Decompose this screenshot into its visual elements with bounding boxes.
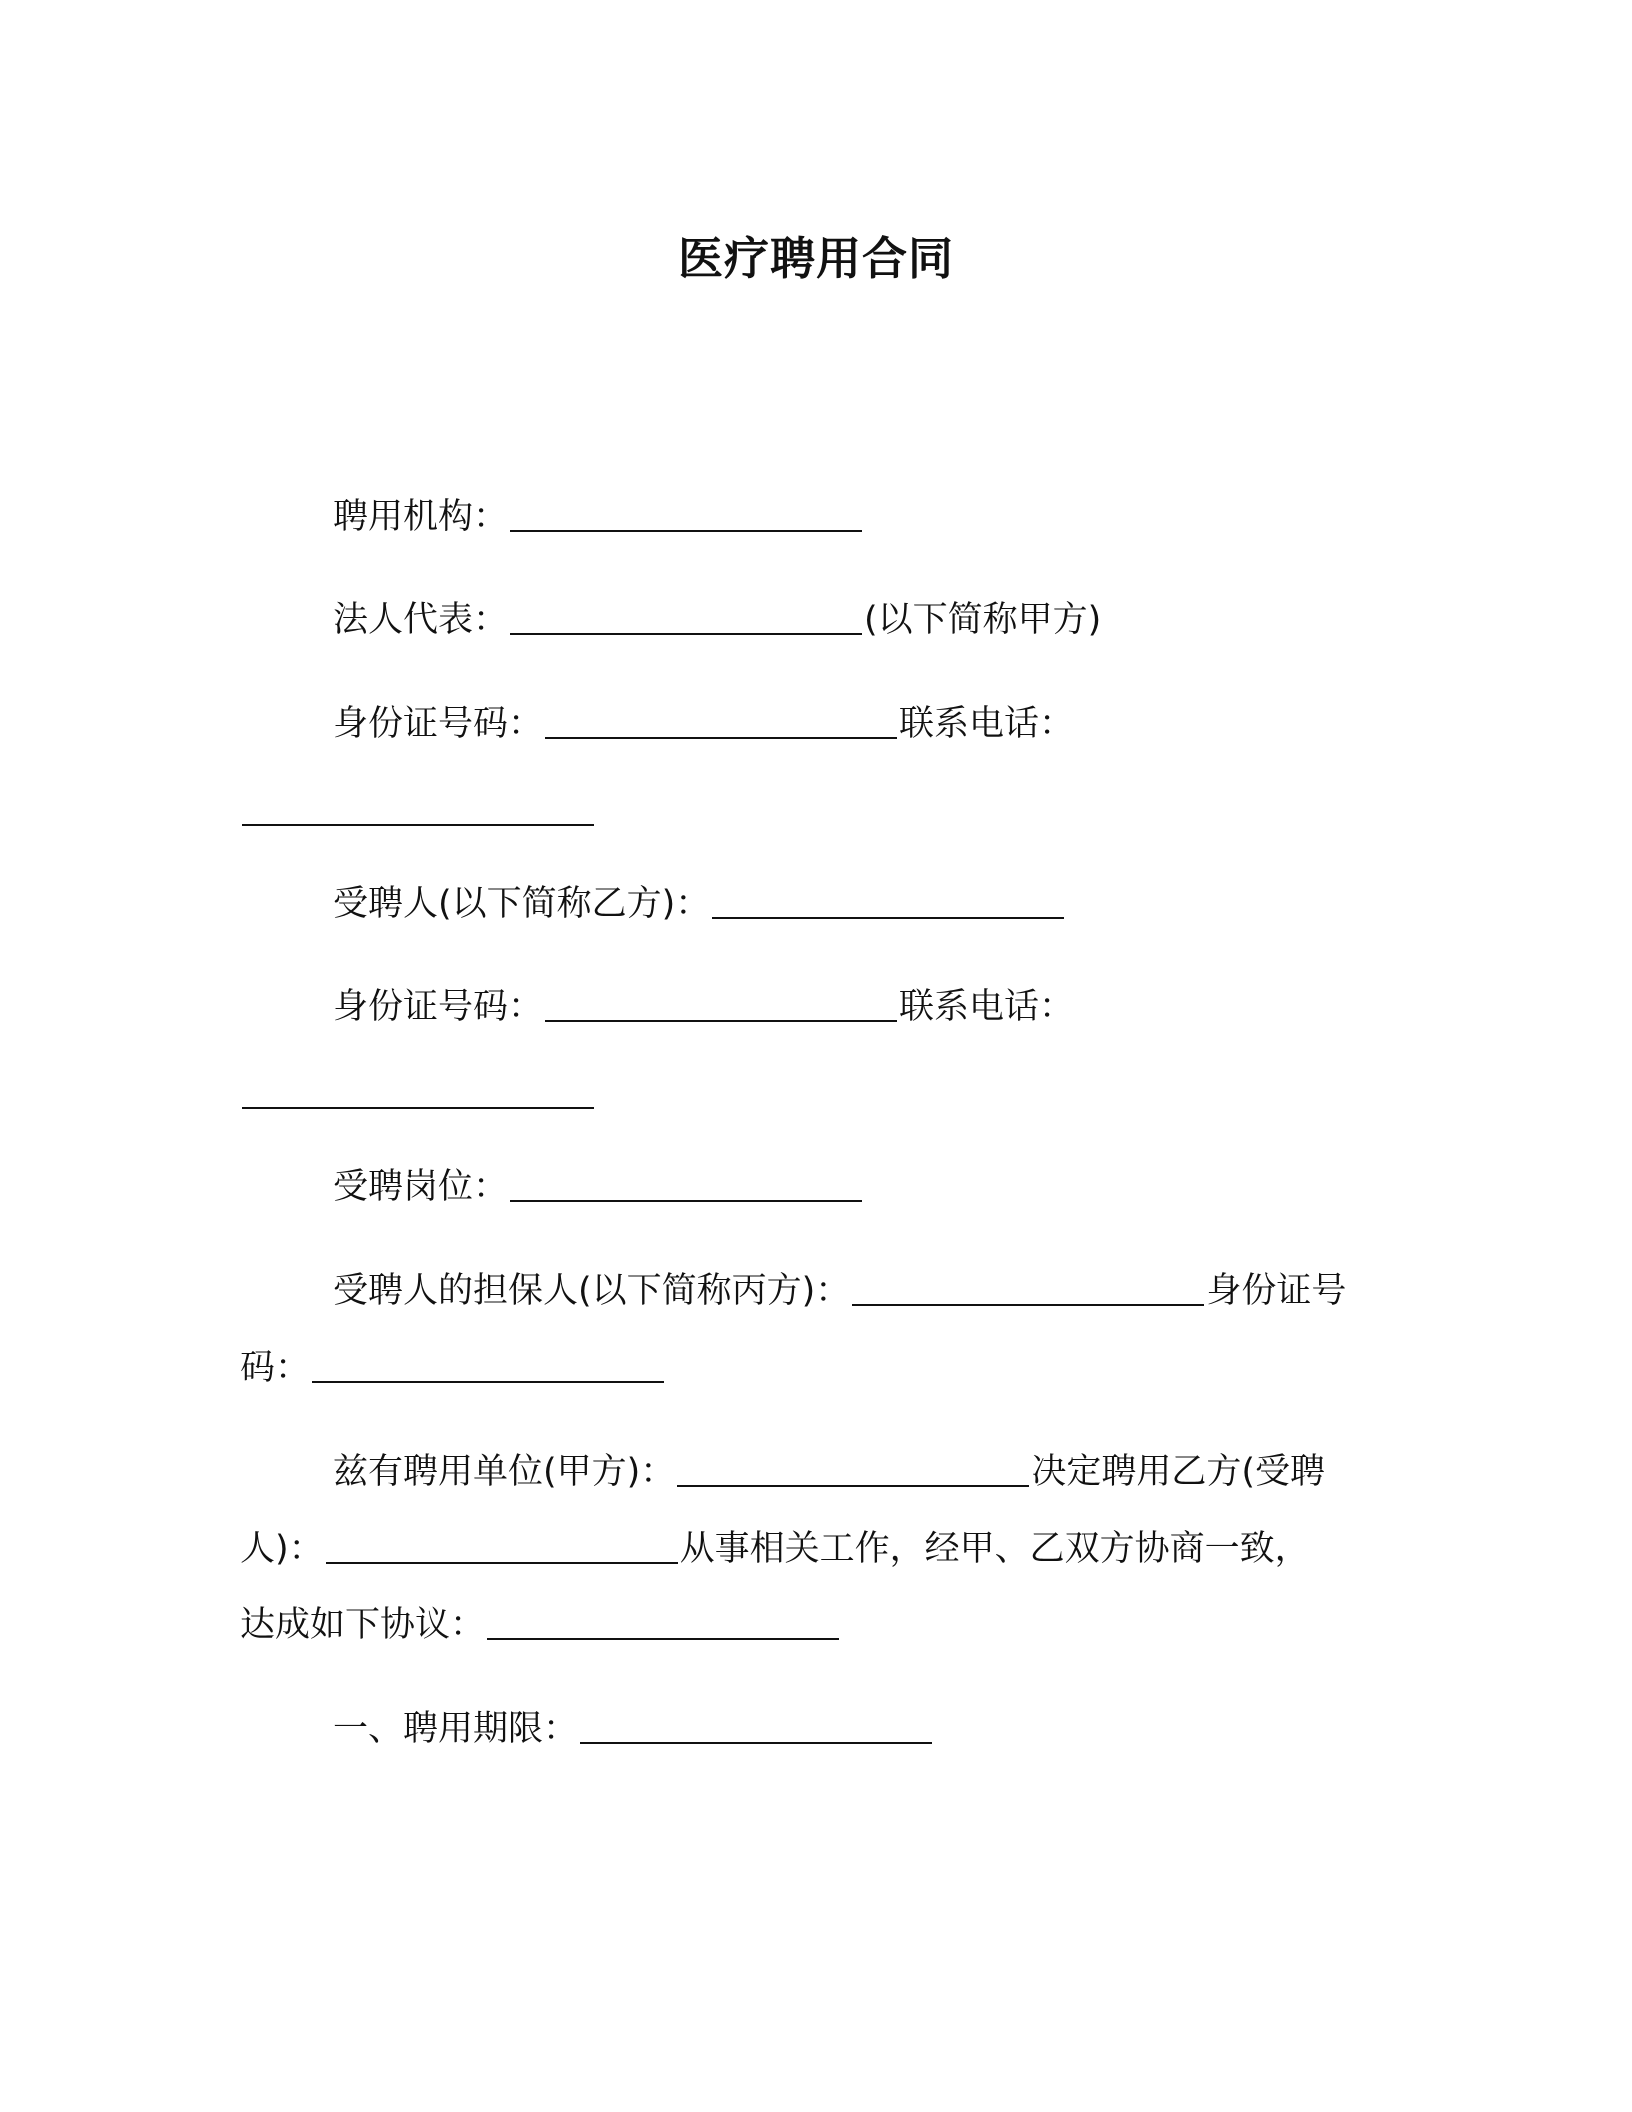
- legal-rep-line: [333, 599, 1101, 641]
- party-a-id-blank[interactable]: [545, 704, 897, 739]
- guarantor-id-line: [240, 1347, 666, 1389]
- employer-line: [333, 496, 864, 538]
- party-a-phone-blank[interactable]: [242, 791, 594, 826]
- party-b-id-blank[interactable]: [545, 987, 897, 1022]
- guarantor-line: [333, 1270, 1346, 1312]
- employee-blank[interactable]: [712, 884, 1064, 919]
- party-b-phone-blank[interactable]: [242, 1074, 594, 1109]
- employee-name-blank[interactable]: [326, 1529, 678, 1564]
- party-a-id-label: 身份证号码：: [333, 704, 544, 744]
- agreement-p3: 达成如下协议：: [240, 1605, 486, 1645]
- guarantor-id-label-b: 码：: [240, 1348, 311, 1388]
- guarantor-id-label-a: 身份证号: [1206, 1271, 1347, 1311]
- guarantor-id-blank[interactable]: [312, 1348, 664, 1383]
- legal-rep-blank[interactable]: [510, 600, 862, 635]
- guarantor-label: 受聘人的担保人(以下简称丙方)：: [333, 1271, 851, 1311]
- legal-rep-label: 法人代表：: [333, 600, 509, 640]
- term-label: 一、聘用期限：: [333, 1709, 579, 1749]
- agreement-p1-b: 决定聘用乙方(受聘: [1031, 1452, 1325, 1492]
- party-a-phone-line: [240, 790, 596, 832]
- employer-blank[interactable]: [510, 497, 862, 532]
- position-blank[interactable]: [510, 1167, 862, 1202]
- agreement-p2-a: 人)：: [240, 1529, 324, 1569]
- agreement-blank[interactable]: [487, 1605, 839, 1640]
- agreement-p2-b: 从事相关工作，经甲、乙双方协商一致，: [679, 1529, 1310, 1569]
- agreement-line-1: [333, 1451, 1325, 1493]
- party-a-phone-label: 联系电话：: [899, 704, 1075, 744]
- term-line: [333, 1708, 934, 1750]
- position-label: 受聘岗位：: [333, 1167, 509, 1207]
- employee-label: 受聘人(以下简称乙方)：: [333, 884, 711, 924]
- agreement-line-3: [240, 1604, 841, 1646]
- agreement-line-2: [240, 1528, 1310, 1570]
- employer-label: 聘用机构：: [333, 497, 509, 537]
- employer-unit-blank[interactable]: [677, 1452, 1029, 1487]
- agreement-p1-a: 兹有聘用单位(甲方)：: [333, 1452, 676, 1492]
- party-a-id-line: [333, 703, 1074, 745]
- legal-rep-suffix: (以下简称甲方): [864, 600, 1102, 640]
- party-b-id-label: 身份证号码：: [333, 987, 544, 1027]
- party-b-phone-label: 联系电话：: [899, 987, 1075, 1027]
- document-title: 医疗聘用合同: [677, 232, 954, 285]
- party-b-id-line: [333, 986, 1074, 1028]
- position-line: [333, 1166, 864, 1208]
- party-b-phone-line: [240, 1073, 596, 1115]
- employee-line: [333, 883, 1066, 925]
- guarantor-blank[interactable]: [852, 1271, 1204, 1306]
- term-blank[interactable]: [580, 1709, 932, 1744]
